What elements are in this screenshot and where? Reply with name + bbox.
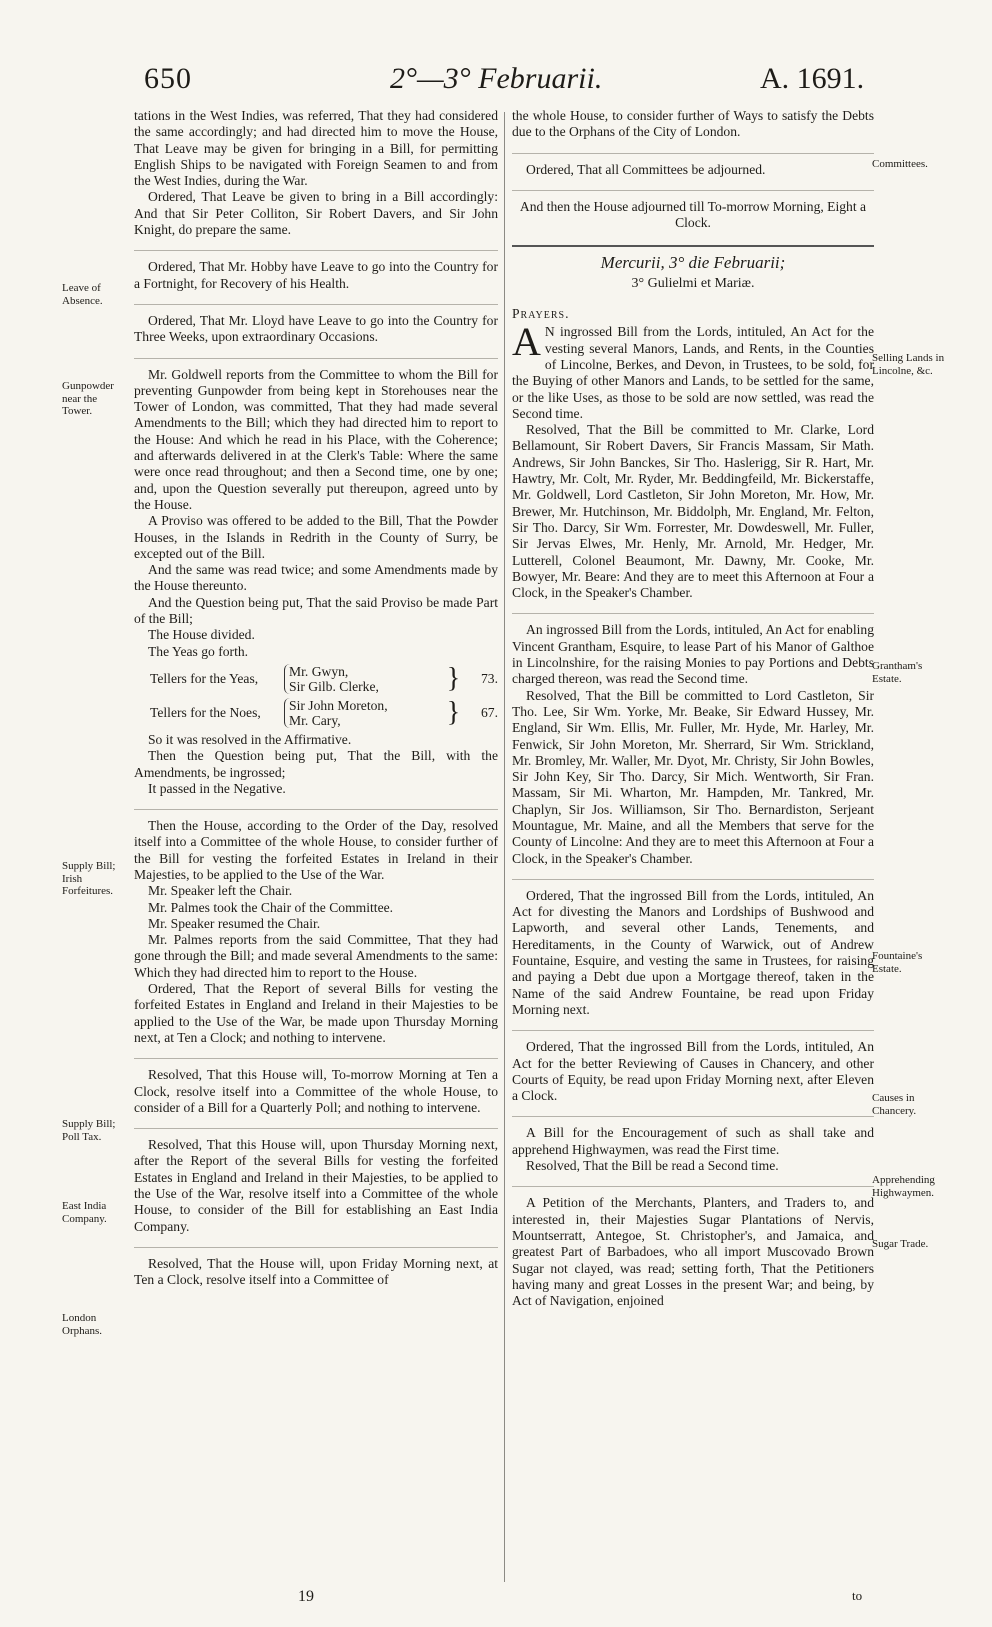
brace-icon: } bbox=[446, 662, 461, 694]
margin-note-highwaymen: Apprehending Highwaymen. bbox=[872, 1174, 935, 1199]
paragraph: So it was resolved in the Affirmative. bbox=[148, 731, 352, 747]
paragraph: The House divided. bbox=[148, 627, 255, 643]
entry-divider bbox=[134, 1128, 498, 1129]
tellers-noes-count: 67. bbox=[481, 704, 498, 720]
running-header bbox=[0, 62, 992, 106]
tellers-noes-label: Tellers for the Noes, bbox=[150, 704, 261, 720]
paragraph: Resolved, That this House will, upon Thursday Morning next, after the Report of the several Bills for vesting the forfeited Estates in England and Ireland in their Majesties, to be applied to the Use of the War, resolve itself into a Committee of the whole House, to consider of the Bill for establishing an East India Company. bbox=[134, 1137, 498, 1234]
adjournment: And then the House adjourned till To-morrow Morning, Eight a Clock. bbox=[519, 198, 867, 231]
column-divider bbox=[504, 112, 505, 1582]
paragraph: Ordered, That Mr. Lloyd have Leave to go into the Country for Three Weeks, upon extraordinary Occasions. bbox=[134, 312, 498, 345]
entry-divider bbox=[512, 1186, 874, 1187]
entry-divider bbox=[134, 304, 498, 305]
session-heading: Mercurii, 3° die Februarii; bbox=[600, 253, 786, 273]
paragraph: Resolved, That this House will, To-morrow Morning at Ten a Clock, resolve itself into a Committee of the whole House, to consider of a Bill for a Quarterly Poll; and nothing to intervene. bbox=[134, 1067, 498, 1115]
left-column bbox=[134, 108, 498, 1289]
paragraph: A Bill for the Encouragement of such as shall take and apprehend Highwaymen, was read the First time. bbox=[512, 1125, 874, 1157]
tellers-yeas-count: 73. bbox=[481, 670, 498, 686]
margin-note-leave: Leave of Absence. bbox=[62, 282, 103, 307]
paragraph: tations in the West Indies, was referred, That they had considered the same accordingly; and had directed him to move the House, That Leave may be given for bringing in a Bill, for permitting English Ships to be navigated with Foreign Seamen to and from the West Indies, during the War. bbox=[134, 108, 498, 189]
entry-divider bbox=[512, 1116, 874, 1117]
paragraph: A Proviso was offered to be added to the Bill, That the Powder Houses, in the Islands in Redrith in the County of Surry, be excepted out of the Bill. bbox=[134, 513, 498, 561]
margin-note-grantham: Grantham's Estate. bbox=[872, 660, 923, 685]
tellers-noes bbox=[134, 696, 498, 730]
paragraph: Mr. Speaker left the Chair. bbox=[148, 883, 293, 899]
teller-name: Mr. Cary, bbox=[289, 712, 341, 728]
paragraph: Ordered, That Mr. Hobby have Leave to go into the Country for a Fortnight, for Recovery of his Health. bbox=[134, 259, 498, 291]
paragraph: Then the Question being put, That the Bill, with the Amendments, be ingrossed; bbox=[134, 748, 498, 780]
header-year: A. 1691. bbox=[760, 62, 865, 95]
paragraph: A Petition of the Merchants, Planters, and Traders to, and interested in, their Majesties Sugar Plantations of Nervis, Mountserratt, Antegoe, St. Christopher's, and Jamaica, and greatest Part of Barbadoes, who all import Muscovado Brown Sugar not clayed, was read; setting forth, That the Petitioners having many and great Losses in the present War; and being, by Act of Navigation, enjoined bbox=[512, 1195, 874, 1309]
teller-name: Sir Gilb. Clerke, bbox=[289, 678, 379, 694]
margin-note-east-india: East India Company. bbox=[62, 1200, 107, 1225]
paragraph-text: N ingrossed Bill from the Lords, intituled, An Act for the vesting several Manors, Lands, and Rents, in the Counties of Lincolne, Berkes, and Devon, in Trustees, to be sold, for the Buying of other Manors and Lands, to be settled for the same, or the like Uses, as those to be sold are now settled, was read the Second time. bbox=[512, 324, 874, 421]
paragraph: Resolved, That the House will, upon Friday Morning next, at Ten a Clock, resolve itself into a Committee of bbox=[134, 1255, 498, 1288]
paragraph: Then the House, according to the Order of the Day, resolved itself into a Committee of the whole House, to consider further of the Bill for vesting the forfeited Estates in Ireland in their Majesties, to be applied to the Use of the War. bbox=[134, 818, 498, 882]
margin-note-selling-lands: Selling Lands in Lincolne, &c. bbox=[872, 352, 945, 377]
drop-cap: A bbox=[512, 319, 541, 365]
margin-note-gunpowder: Gunpowder near the Tower. bbox=[62, 380, 114, 417]
right-column bbox=[512, 108, 874, 1309]
margin-note-chancery: Causes in Chancery. bbox=[872, 1092, 917, 1117]
catchword: to bbox=[852, 1588, 863, 1603]
margin-note-irish-forfeitures: Supply Bill; Irish Forfeitures. bbox=[62, 860, 116, 897]
entry-divider bbox=[134, 1247, 498, 1248]
paragraph: Ordered, That all Committees be adjourned. bbox=[526, 161, 766, 177]
entry-divider bbox=[512, 190, 874, 191]
session-subheading: 3° Gulielmi et Mariæ. bbox=[631, 275, 755, 291]
paragraph bbox=[512, 319, 874, 422]
entry-divider bbox=[134, 358, 498, 359]
paragraph: Resolved, That the Bill be committed to Mr. Clarke, Lord Bellamount, Sir Robert Davers, Sir Francis Massam, Sir Math. Andrews, Sir John Banckes, Sir Tho. Haslerigg, Sir R. Hart, Mr. Hawtry, Mr. Colt, Mr. Ryder, Mr. Beddingfeild, Mr. Bickerstaffe, Mr. Goldwell, Lord Castleton, Sir John Moreton, Mr. How, Mr. Brewer, Mr. Hutchinson, Mr. Biddolph, Mr. England, Mr. Felton, Sir Tho. Darcy, Sir Wm. Forrester, Mr. Dowdeswell, Mr. Fuller, Sir Jervas Elwes, Mr. Henly, Mr. Arnold, Mr. Hedger, Mr. Lutterell, Colonel Beaumont, Mr. Dawny, Mr. Cooke, Mr. Bowyer, Mr. Beare: And they are to meet this Afternoon at Four a Clock, in the Speaker's Chamber. bbox=[512, 422, 874, 601]
tellers-yeas-label: Tellers for the Yeas, bbox=[150, 670, 259, 686]
margin-note-fountaine: Fountaine's Estate. bbox=[872, 950, 923, 975]
page-number: 650 bbox=[144, 62, 192, 95]
paragraph: It passed in the Negative. bbox=[148, 780, 286, 796]
paragraph: Ordered, That the ingrossed Bill from the Lords, intituled, An Act for divesting the Manors and Lordships of Bushwood and Lapworth, and several other Lands, Tenements, and Hereditaments, in the County of Warwick, out of Andrew Fountaine, Esquire, and vesting the same in Trustees, for raising and paying a Debt due upon a Mortgage thereof, taken in the Name of the said Andrew Fountaine, be read upon Friday Morning next. bbox=[512, 887, 874, 1017]
margin-note-sugar: Sugar Trade. bbox=[872, 1238, 929, 1250]
entry-divider bbox=[134, 250, 498, 251]
brace-icon: } bbox=[446, 696, 461, 728]
entry-divider bbox=[512, 153, 874, 154]
paragraph: the whole House, to consider further of Ways to satisfy the Debts due to the Orphans of the City of London. bbox=[512, 108, 874, 140]
teller-name: Mr. Gwyn, bbox=[289, 663, 349, 679]
paragraph: Mr. Goldwell reports from the Committee to whom the Bill for preventing Gunpowder from being kept in Storehouses near the Tower of London, was committed, That they had made several Amendments to the Bill; which they had directed him to report to the House: And which he read in his Place, with the Coherence; and afterwards delivered in at the Clerk's Table: Where the same were once read throughout; and then a Second time, one by one; and, upon the Question severally put thereupon, agreed unto by the House. bbox=[134, 366, 498, 512]
teller-name: Sir John Moreton, bbox=[289, 697, 388, 713]
paragraph: Mr. Palmes took the Chair of the Committee. bbox=[148, 899, 394, 915]
tellers-block bbox=[134, 662, 498, 730]
section-divider bbox=[512, 245, 874, 247]
entry-divider bbox=[512, 613, 874, 614]
paragraph: Ordered, That the ingrossed Bill from the Lords, intituled, An Act for the better Reviewing of Causes in Chancery, and other Courts of Equity, be read upon Friday Morning next, after Eleven a Clock. bbox=[512, 1039, 874, 1104]
tellers-yeas-names bbox=[284, 664, 447, 694]
margin-note-committees: Committees. bbox=[872, 158, 928, 170]
tellers-yeas bbox=[134, 662, 498, 696]
paragraph: Ordered, That Leave be given to bring in a Bill accordingly: And that Sir Peter Colliton, Sir Robert Davers, and Sir John Knight, do prepare the same. bbox=[134, 189, 498, 238]
entry-divider bbox=[512, 879, 874, 880]
margin-note-london-orphans: London Orphans. bbox=[62, 1312, 103, 1337]
prayers-label: Prayers. bbox=[512, 306, 570, 322]
signature-mark: 19 bbox=[298, 1588, 314, 1605]
paragraph: Mr. Palmes reports from the said Committee, That they had gone through the Bill; and made several Amendments to the same: Which they had directed him to report to the House. bbox=[134, 932, 498, 980]
paragraph: And the Question being put, That the said Proviso be made Part of the Bill; bbox=[134, 594, 498, 627]
header-date: 2°—3° Februarii. bbox=[390, 62, 603, 95]
entry-divider bbox=[134, 1058, 498, 1059]
paragraph: An ingrossed Bill from the Lords, intituled, An Act for enabling Vincent Grantham, Esquire, to lease Part of his Manor of Galthoe in Lincolnshire, for the raising Monies to pay Portions and Debts charged thereon, was read the Second time. bbox=[512, 622, 874, 687]
paragraph: Resolved, That the Bill be committed to Lord Castleton, Sir Tho. Lee, Sir Wm. Yorke, Mr. Beake, Sir Edward Hussey, Mr. England, Sir Wm. Ellis, Mr. Fuller, Mr. Hyde, Mr. Harley, Mr. Fenwick, Sir John Moreton, Mr. Sherrard, Sir Wm. Strickland, Mr. Bromley, Mr. Waller, Mr. Dyot, Mr. Christy, Sir John Bowles, Sir John Key, Sir Tho. Darcy, Sir Mich. Wentworth, Sir Fran. Massam, Sir Mi. Wharton, Mr. Hampden, Mr. Tankred, Mr. Chaplyn, Sir Jos. Williamson, Sir Tho. Bernardiston, Serjeant Mountague, Mr. Maine, and all the Members that serve for the County of Lincolne: And they are to meet this Afternoon at Four a Clock, in the Speaker's Chamber. bbox=[512, 687, 874, 866]
paragraph: And the same was read twice; and some Amendments made by the House thereunto. bbox=[134, 562, 498, 594]
entry-divider bbox=[512, 1030, 874, 1031]
paragraph: Resolved, That the Bill be read a Second time. bbox=[526, 1158, 779, 1174]
paragraph: Mr. Speaker resumed the Chair. bbox=[148, 915, 321, 931]
entry-divider bbox=[134, 809, 498, 810]
paragraph: Ordered, That the Report of several Bills for vesting the forfeited Estates in England and Ireland in their Majesties to be applied to the Use of the War, be made upon Thursday Morning next, at Ten a Clock; and nothing to intervene. bbox=[134, 981, 498, 1045]
paragraph: The Yeas go forth. bbox=[148, 643, 249, 659]
margin-note-poll-tax: Supply Bill; Poll Tax. bbox=[62, 1118, 116, 1143]
tellers-noes-names bbox=[284, 698, 447, 728]
